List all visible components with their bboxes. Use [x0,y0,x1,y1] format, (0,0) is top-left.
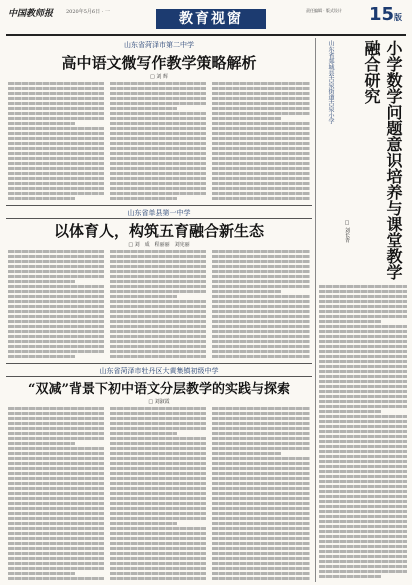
issue-date: 2020年5月6日 · 一 [66,9,110,15]
page-number [369,4,402,25]
article2-headline: 以体育人，构筑五育融合新生态 [53,222,264,240]
article1-column-1 [8,82,104,202]
article2-byline: □ 刘 成 程丽丽 刘宪丽 [128,242,190,248]
article2-column-1 [8,250,104,360]
article1-column-3 [212,82,310,202]
section-title: 教育视窗 [156,9,266,29]
article4-body [319,285,407,581]
article2-kicker: 山东省单县第一中学 [127,209,191,217]
article3-column-3 [212,407,310,581]
article1-column-2 [110,82,206,202]
editor-credits: 责任编辑 · 版式设计 [306,8,342,13]
article3-column-1 [8,407,104,581]
masthead [6,4,406,36]
column-divider [315,38,316,582]
article4-intro [319,40,339,280]
article2-column-3 [212,250,310,360]
page-number-value: 15 [368,4,394,25]
article4-headline: 小学数学问题意识培养与课堂教学融合研究 [362,40,403,280]
article1-byline: □ 刘 辉 [150,74,168,80]
article4-byline: □ 刘长青 [344,220,350,243]
article3-headline: “双减”背景下初中语文分层教学的实践与探索 [28,382,290,397]
article1-headline: 高中语文微写作教学策略解析 [61,54,257,72]
article3-byline: □ 刘淑霞 [148,399,170,405]
article1-kicker: 山东省菏泽市第二中学 [124,41,194,49]
article3-column-2 [110,407,206,581]
article4-kicker: 山东省郯城县古泉街道古泉小学 [327,40,334,124]
article2-column-2 [110,250,206,360]
page-number-suffix: 版 [394,13,402,22]
newspaper-logo: 中国教师报 [8,9,54,19]
article3-kicker: 山东省菏泽市牡丹区大黄集镇初级中学 [99,367,219,375]
